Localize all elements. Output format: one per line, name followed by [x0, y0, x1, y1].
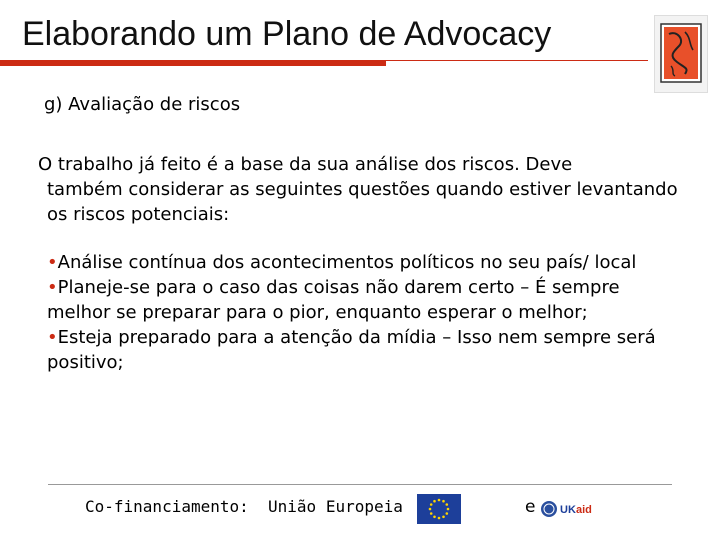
bullet-text: Análise contínua dos acontecimentos políticos no seu país/ local [57, 252, 637, 273]
list-item [47, 250, 687, 275]
title-underline-bar [0, 60, 386, 66]
slide-title: Elaborando um Plano de Advocacy [22, 15, 552, 53]
footer-cofinancing-label: Co-financiamento: União Europeia [85, 497, 403, 516]
list-item [47, 275, 687, 325]
organization-logo-icon [654, 15, 708, 93]
intro-paragraph-first-line: O trabalho já feito é a base da sua análise dos riscos. Deve [38, 154, 573, 175]
title-underline-line [386, 60, 648, 61]
bullet-dot: • [47, 327, 58, 348]
risk-bullet-list [47, 250, 687, 375]
bullet-dot: • [47, 252, 58, 273]
svg-text:UK: UK [560, 504, 576, 516]
section-subtitle: g) Avaliação de riscos [44, 94, 241, 115]
bullet-text: Planeje-se para o caso das coisas não darem certo – É sempre melhor se preparar para o pior, enquanto esperar o melhor; [47, 277, 620, 323]
eu-flag-icon [417, 494, 461, 524]
intro-paragraph [38, 152, 678, 227]
footer-connector: e [525, 497, 536, 517]
intro-paragraph-rest: também considerar as seguintes questões quando estiver levantando os riscos potenciais: [47, 179, 678, 225]
svg-text:aid: aid [576, 504, 592, 516]
ukaid-logo-icon [540, 498, 592, 520]
footer-divider [48, 484, 672, 485]
list-item [47, 325, 687, 375]
bullet-dot: • [47, 277, 58, 298]
bullet-text: Esteja preparado para a atenção da mídia – Isso nem sempre será positivo; [47, 327, 656, 373]
